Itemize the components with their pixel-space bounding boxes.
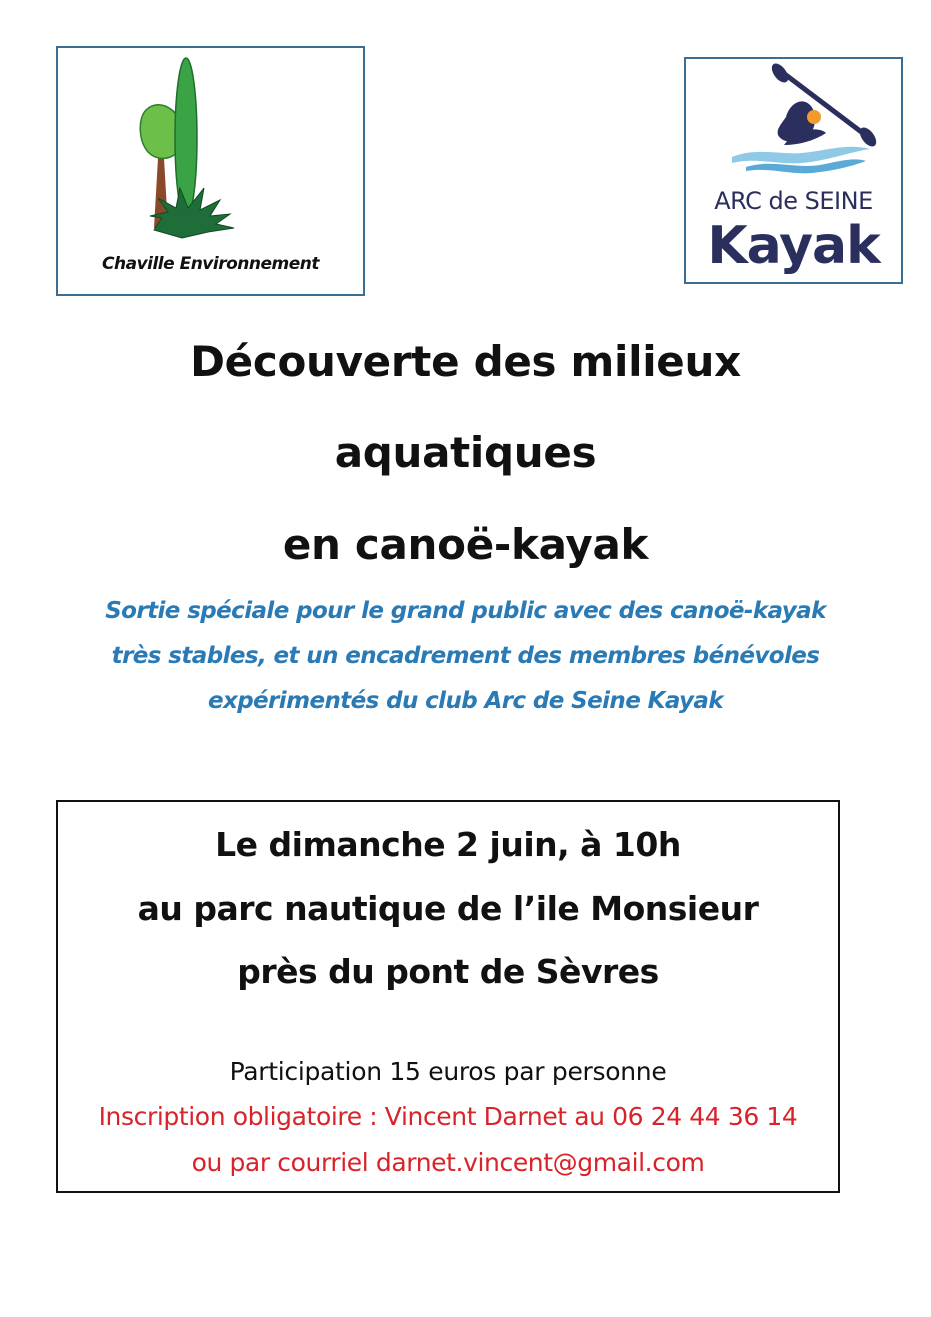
event-date: Le dimanche 2 juin, à 10h: [215, 825, 681, 864]
participation-fee: Participation 15 euros par personne: [229, 1057, 667, 1086]
event-place: au parc nautique de l’ile Monsieur: [137, 889, 759, 928]
club-name-line1: ARC de SEINE: [714, 187, 873, 215]
event-near: près du pont de Sèvres: [237, 952, 659, 991]
chaville-logo-text: Chaville Environnement: [102, 254, 319, 274]
subtitle-line-2: très stables, et un encadrement des membres bénévoles: [111, 643, 820, 669]
title-line-2: aquatiques: [334, 428, 597, 477]
registration-phone: Inscription obligatoire : Vincent Darnet au 06 24 44 36 14: [98, 1102, 798, 1131]
subtitle-line-1: Sortie spéciale pour le grand public avec des canoë-kayak: [105, 598, 826, 624]
event-info-box: [56, 800, 840, 1193]
registration-email: ou par courriel darnet.vincent@gmail.com: [191, 1148, 705, 1177]
chaville-environnement-logo: [56, 46, 365, 296]
title-line-3: en canoë-kayak: [282, 520, 649, 569]
arc-de-seine-kayak-logo: [684, 57, 903, 284]
club-name-line2: Kayak: [707, 216, 880, 276]
title-line-1: Découverte des milieux: [190, 337, 741, 386]
subtitle-line-3: expérimentés du club Arc de Seine Kayak: [207, 688, 724, 714]
